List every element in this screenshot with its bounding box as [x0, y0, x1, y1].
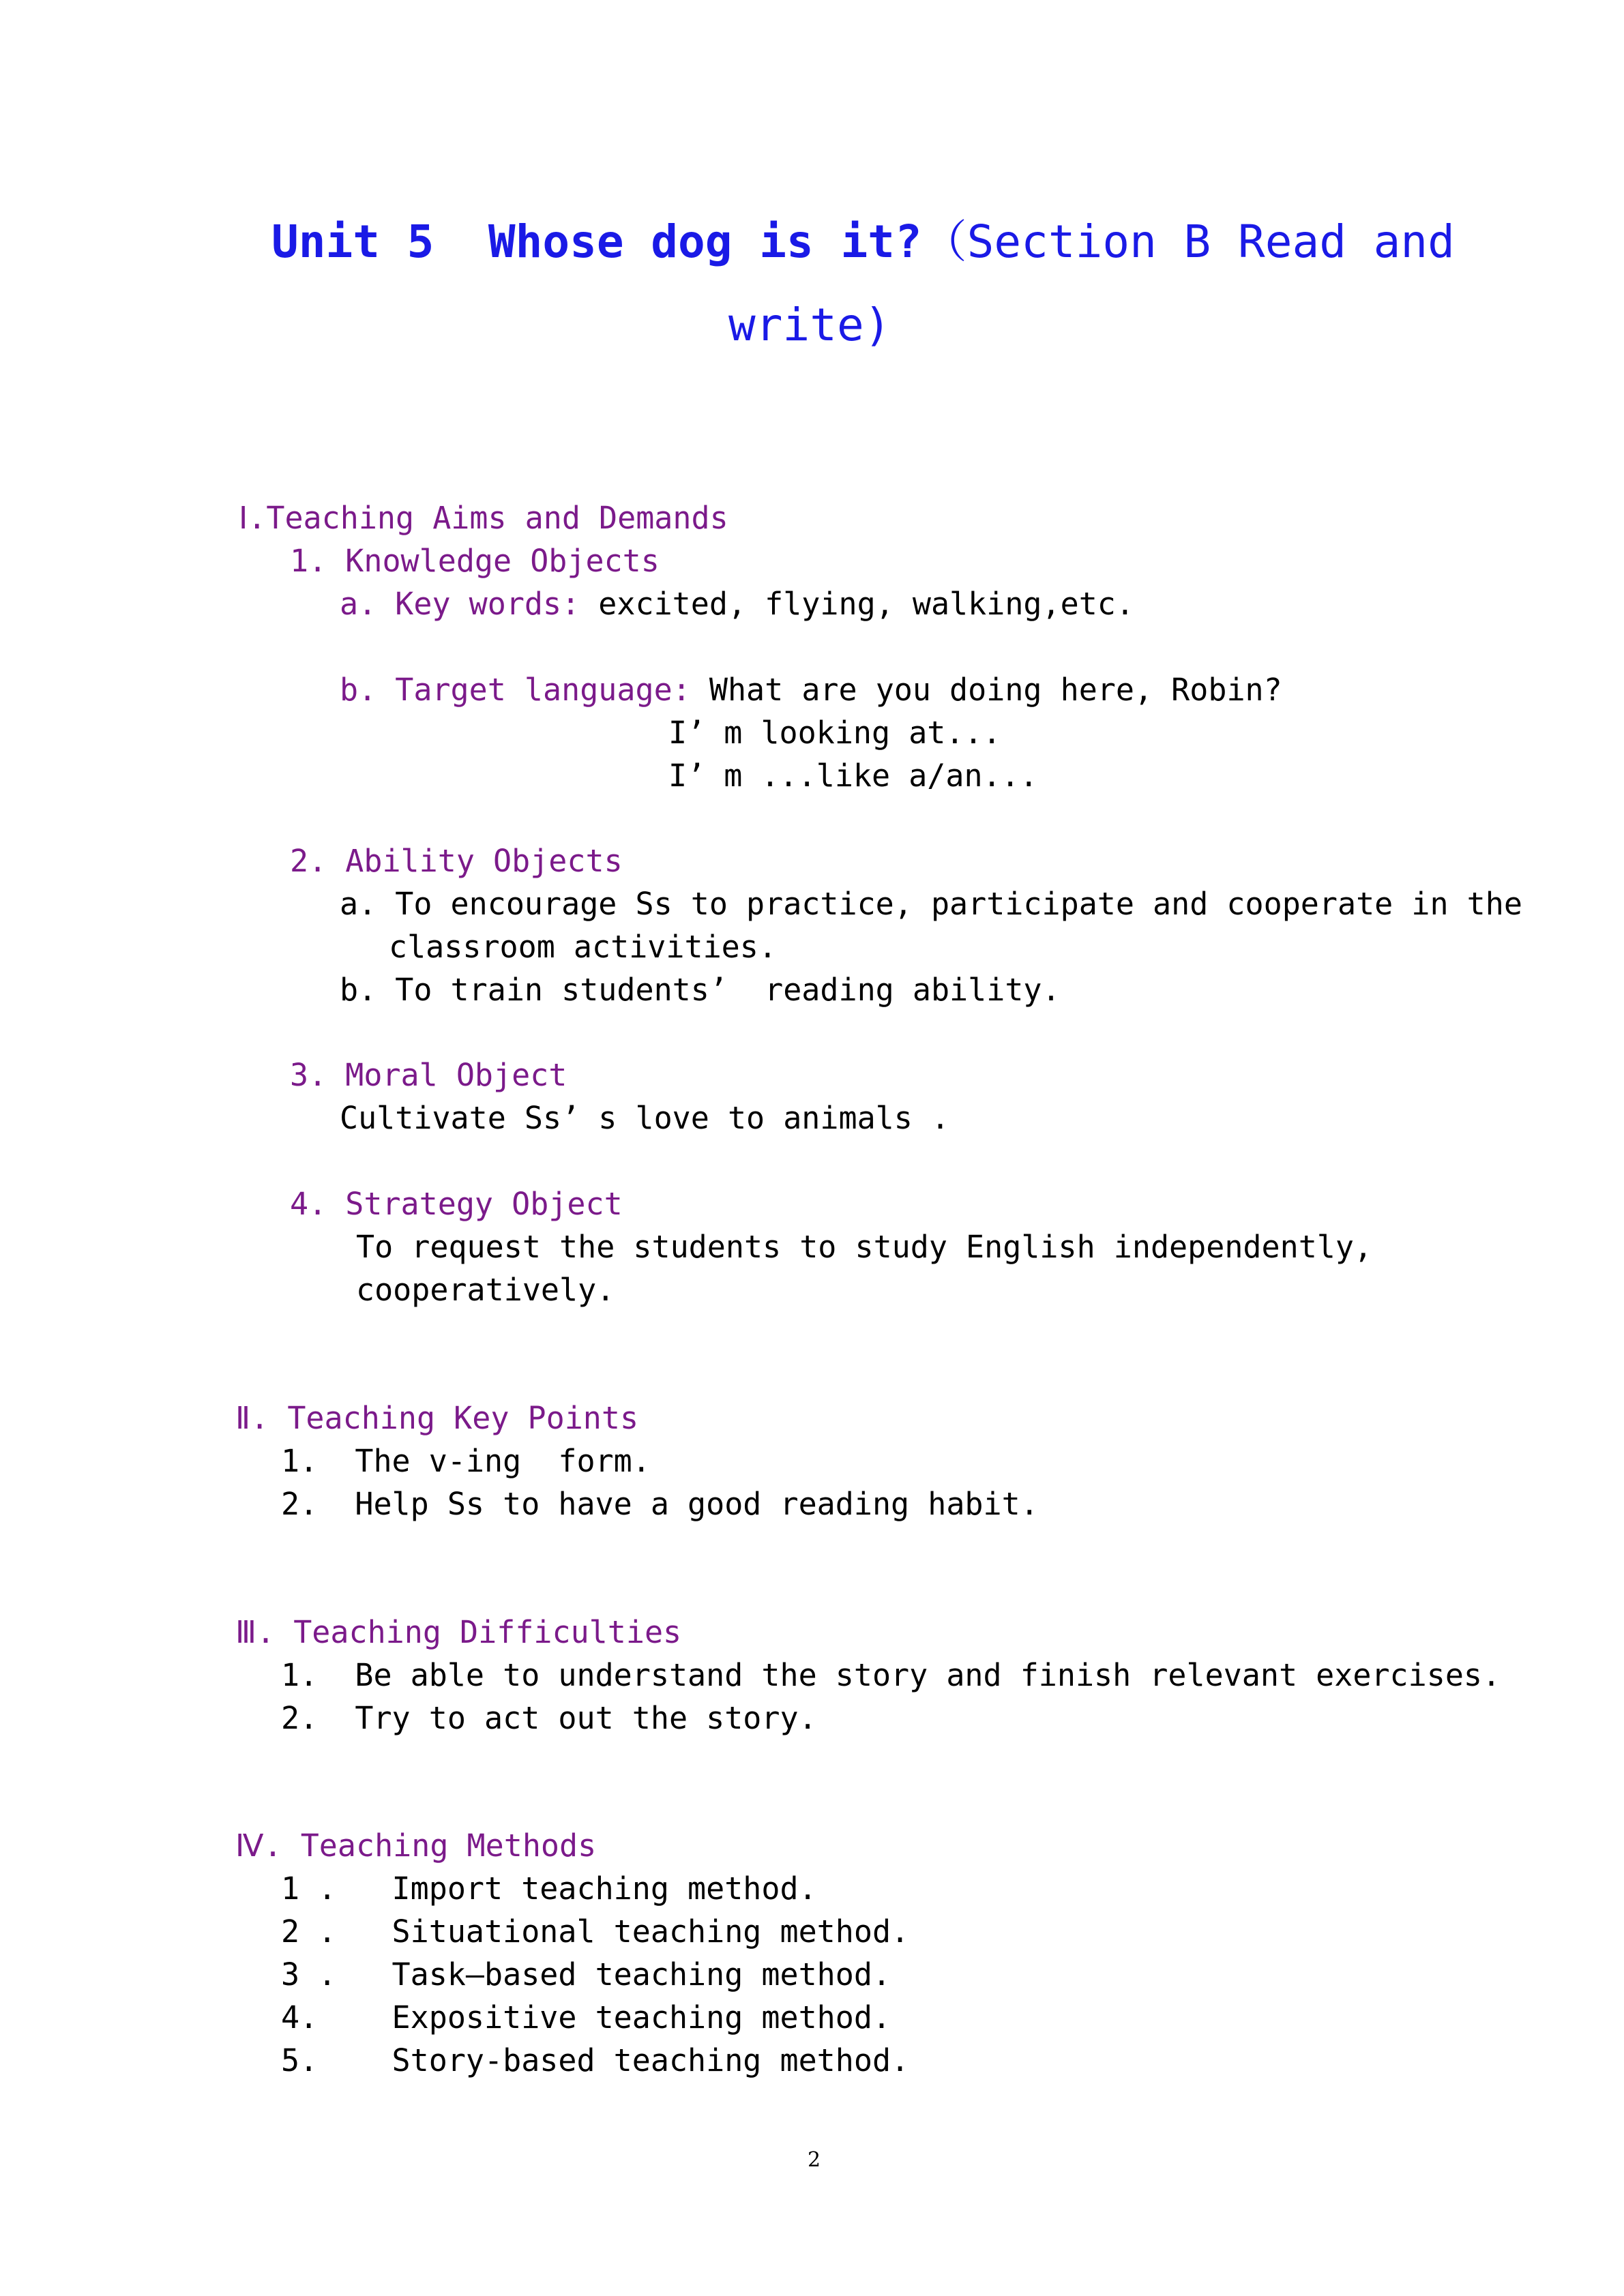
section-4-heading: Ⅳ. Teaching Methods	[235, 1828, 597, 1864]
key-words-label: a. Key words:	[340, 586, 580, 622]
knowledge-objects-heading: 1. Knowledge Objects	[290, 543, 660, 579]
ability-item-a-line-2: classroom activities.	[389, 929, 777, 965]
difficulty-2: 2. Try to act out the story.	[281, 1700, 817, 1736]
moral-object-text: Cultivate Ss’ s love to animals .	[340, 1100, 950, 1136]
strategy-object-line-1: To request the students to study English independently,	[356, 1229, 1373, 1265]
method-2: 2 . Situational teaching method.	[281, 1913, 910, 1950]
target-language-text-1: What are you doing here, Robin?	[690, 672, 1282, 708]
ability-item-b: b. To train students’ reading ability.	[340, 972, 1061, 1008]
section-3-heading: Ⅲ. Teaching Difficulties	[235, 1614, 682, 1650]
target-language-text-2: I’ m looking at...	[668, 715, 1001, 751]
title-bold-part: Unit 5 Whose dog is it?	[271, 215, 922, 268]
target-language-line	[340, 670, 1282, 711]
key-point-2: 2. Help Ss to have a good reading habit.	[281, 1486, 1039, 1522]
page-number: 2	[808, 2148, 821, 2172]
method-3: 3 . Task—based teaching method.	[281, 1956, 891, 1993]
document-title-line-2: write)	[728, 299, 891, 351]
target-language-text-3: I’ m ...like a/an...	[668, 758, 1038, 794]
moral-object-heading: 3. Moral Object	[290, 1057, 567, 1093]
section-1-heading: Ⅰ.Teaching Aims and Demands	[239, 500, 728, 536]
key-words-line	[340, 584, 1134, 625]
title-rest: （Section B Read and	[921, 215, 1455, 268]
method-4: 4. Expositive teaching method.	[281, 1999, 891, 2036]
strategy-object-heading: 4. Strategy Object	[290, 1186, 623, 1222]
key-words-text: excited, flying, walking,etc.	[580, 586, 1134, 622]
strategy-object-line-2: cooperatively.	[356, 1272, 615, 1308]
section-2-heading: Ⅱ. Teaching Key Points	[235, 1400, 639, 1436]
method-5: 5. Story-based teaching method.	[281, 2042, 910, 2078]
document-title-line-1	[271, 215, 1455, 269]
difficulty-1: 1. Be able to understand the story and finish relevant exercises.	[281, 1657, 1501, 1693]
ability-item-a-line-1: a. To encourage Ss to practice, participate and cooperate in the	[340, 886, 1522, 922]
method-1: 1 . Import teaching method.	[281, 1870, 817, 1907]
ability-objects-heading: 2. Ability Objects	[290, 843, 623, 879]
key-point-1: 1. The v-ing form.	[281, 1443, 651, 1479]
target-language-label: b. Target language:	[340, 672, 691, 708]
